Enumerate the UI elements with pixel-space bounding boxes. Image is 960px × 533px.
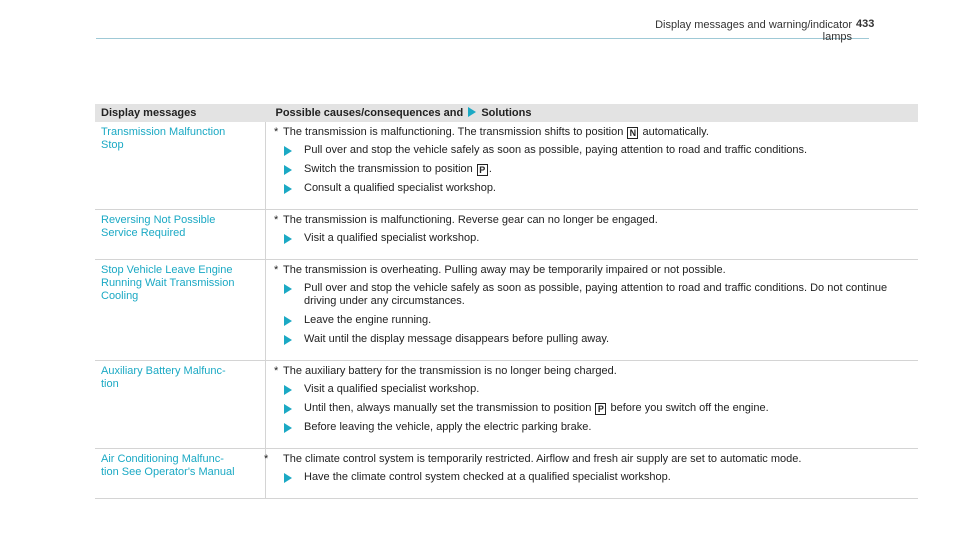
solution-step: Switch the transmission to position P . — [272, 163, 912, 176]
causes-solutions-cell — [266, 210, 919, 260]
table-row — [95, 449, 918, 499]
cause-text: * The transmission is overheating. Pulling away may be temporarily impaired or not possible. — [274, 264, 726, 276]
arrow-icon — [284, 146, 292, 156]
bullet-star-icon: * — [274, 214, 279, 226]
cause-text: * The transmission is malfunctioning. The transmission shifts to position N automatically. — [274, 126, 709, 138]
display-message-cell — [95, 260, 266, 361]
cause-text: * The climate control system is temporarily restricted. Airflow and fresh air supply are set to automatic mode. — [264, 453, 802, 465]
col-header-causes-solutions — [266, 104, 919, 122]
solution-step: Pull over and stop the vehicle safely as soon as possible, paying attention to road and traffic conditions. — [272, 144, 912, 157]
gear-p-icon: P — [477, 164, 488, 176]
display-messages-table — [95, 104, 918, 499]
causes-solutions-cell — [266, 361, 919, 449]
bullet-star-icon: * — [274, 264, 279, 276]
cause-text: * The transmission is malfunctioning. Reverse gear can no longer be engaged. — [274, 214, 658, 226]
display-message-line: Service Required — [101, 227, 186, 239]
solution-step: Visit a qualified specialist workshop. — [272, 383, 912, 396]
gear-p-icon: P — [595, 403, 606, 415]
col-header-causes-label: Possible causes/consequences and — [275, 107, 464, 119]
arrow-icon — [284, 385, 292, 395]
col-header-solutions-label: Solutions — [481, 107, 532, 119]
display-message-line: Auxiliary Battery Malfunc- — [101, 365, 226, 377]
table-row — [95, 210, 918, 260]
display-message-line: Air Conditioning Malfunc- — [101, 453, 224, 465]
solution-step: Consult a qualified specialist workshop. — [272, 182, 912, 195]
solution-step: Leave the engine running. — [272, 314, 912, 327]
solution-step: Visit a qualified specialist workshop. — [272, 232, 912, 245]
arrow-icon — [284, 423, 292, 433]
arrow-icon — [468, 107, 476, 117]
col-header-display-messages: Display messages — [95, 104, 266, 122]
arrow-icon — [284, 284, 292, 294]
causes-solutions-cell — [266, 260, 919, 361]
causes-solutions-cell — [266, 122, 919, 210]
gear-n-icon: N — [627, 127, 638, 139]
display-message-line: Stop — [101, 139, 124, 151]
bullet-star-icon: * — [264, 453, 269, 465]
display-message-cell — [95, 449, 266, 499]
display-message-cell — [95, 122, 266, 210]
arrow-icon — [284, 184, 292, 194]
page-header-title: Display messages and warning/indicator lamps — [655, 19, 852, 43]
display-message-line: Running Wait Transmission — [101, 277, 235, 289]
bullet-star-icon: * — [274, 365, 279, 377]
page-number: 433 — [856, 18, 875, 30]
solution-step: Before leaving the vehicle, apply the electric parking brake. — [272, 421, 912, 434]
arrow-icon — [284, 404, 292, 414]
table-row — [95, 260, 918, 361]
display-message-cell — [95, 210, 266, 260]
cause-text: * The auxiliary battery for the transmission is no longer being charged. — [274, 365, 617, 377]
display-message-cell — [95, 361, 266, 449]
solution-step: Wait until the display message disappears before pulling away. — [272, 333, 912, 346]
solution-step: Until then, always manually set the transmission to position P before you switch off the engine. — [272, 402, 912, 415]
arrow-icon — [284, 473, 292, 483]
solution-step: Pull over and stop the vehicle safely as soon as possible, paying attention to road and traffic conditions. Do not continue driving under any circumstances. — [272, 282, 912, 308]
arrow-icon — [284, 335, 292, 345]
display-message-line: Reversing Not Possible — [101, 214, 216, 226]
bullet-star-icon: * — [274, 126, 279, 138]
table-row — [95, 361, 918, 449]
causes-solutions-cell — [266, 449, 919, 499]
display-message-line: tion See Operator's Manual — [101, 466, 235, 478]
table-header-row — [95, 104, 918, 122]
table-row — [95, 122, 918, 210]
display-message-line: tion — [101, 378, 119, 390]
arrow-icon — [284, 165, 292, 175]
display-message-line: Transmission Malfunction — [101, 126, 226, 138]
solution-step: Have the climate control system checked at a qualified specialist workshop. — [272, 471, 912, 484]
display-message-line: Stop Vehicle Leave Engine — [101, 264, 233, 276]
arrow-icon — [284, 316, 292, 326]
display-message-line: Cooling — [101, 290, 139, 302]
arrow-icon — [284, 234, 292, 244]
